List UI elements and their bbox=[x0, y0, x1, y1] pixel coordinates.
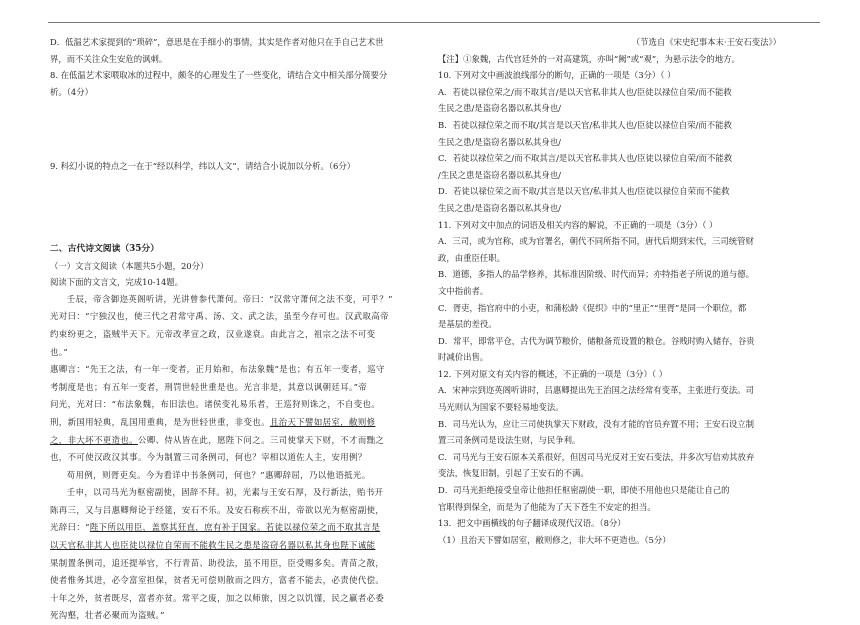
passage-line: 苟用例，则胥吏矣。今为看详中书条例司，何也？”惠卿辞屈，乃以他语抵光。 bbox=[66, 469, 371, 480]
q11-option-a-cont: 政，由重臣任职。 bbox=[438, 252, 505, 263]
left-column bbox=[50, 34, 393, 625]
passage-line: 壬辰，帝含御迩英阁听讲，光讲曾参代萧何。帝曰：“汉常守萧何之法不变，可乎？” bbox=[66, 293, 393, 304]
question-8: 8. 在低温艺术家喂取冰的过程中，颇冬的心理发生了一些变化，请结合文中相关部分简要分析。（4分） bbox=[50, 70, 388, 97]
passage-line: 以天官私非其人也臣徒以禄位自荣而不能救生民之患是盗窃名器以私其身也陛下诚能 bbox=[50, 540, 376, 551]
q11-option-c: C．胥吏，指官府中的小吏，和蒲松龄《促织》中的“里正”“里胥”是同一个职位，都 bbox=[438, 302, 747, 313]
passage-line: 死沟壑，壮者必聚而为盗贼。” bbox=[50, 610, 165, 621]
passage-line bbox=[50, 432, 393, 450]
subsection-title: （一）文言文阅读（本题共5小题，20分） bbox=[50, 260, 209, 271]
q12-option-a-cont: 马光则认为国家不要轻易地变法。 bbox=[438, 402, 564, 413]
q12-option-d-cont: 官职得到保全，而是为了他能为了天下苍生不安定的担当。 bbox=[438, 501, 656, 512]
passage-line: 十年之外，贫者既尽，富者亦贫。常平之废，加之以师旅，因之以饥馑，民之羸者必委 bbox=[50, 592, 385, 603]
footnote-ref: ”是也；有五年一变者，巡守 bbox=[274, 364, 385, 375]
q11-option-b: B．道德，多指人的品学修养，其标准因阶级、时代而异；亦特指老子所说的道与德。 bbox=[438, 269, 755, 280]
q11-option-a: A．三司，或为官称，或为官署名，朝代不同所指不同，唐代后期到宋代，三司统管财 bbox=[438, 236, 754, 247]
source-citation: （节选自《宋史纪事本末·王安石变法》） bbox=[631, 37, 781, 47]
q10-option-b-cont: 生民之患/是盗窃名器以私其身也/ bbox=[438, 136, 561, 147]
passage-line: 约束纷更之，盗贼半天下。元帝改孝宣之政，汉业遂衰。由此言之，祖宗之法不可变也。” bbox=[50, 328, 376, 357]
q12-option-b: B．司马光认为，应让三司使执掌天下财政，没有才能的官员弃置不用；王安石设立制 bbox=[438, 418, 755, 429]
q10-option-a: A．若徒以禄位荣之/而不取其言/是以天官私非其人也/臣徒以禄位自荣/而不能救 bbox=[438, 86, 732, 97]
passage-line: 果制置条例司，追还提举官，不行青苗、助役法，虽不用臣，臣受赐多矣。青苗之散， bbox=[50, 557, 385, 568]
passage-line: 使者惟务其进，必令富室担保，贫者无可偿则散而之四方，富者不能去，必责使代偿。 bbox=[50, 575, 385, 586]
right-column bbox=[438, 34, 781, 548]
q12-option-a: A．宋神宗到迩英阁听讲时，吕惠卿提出先王治国之法经常有变革，主张进行变法。司 bbox=[438, 385, 754, 396]
passage-line: 陈再三，又与吕惠卿辩论于经筵，安石不乐。及安石称疾不出，帝欲以光为枢密副使， bbox=[50, 504, 385, 515]
passage-line bbox=[50, 414, 393, 432]
q10-option-d-cont: 生民之患/是盗窃名器以私其身也/ bbox=[438, 202, 561, 213]
classical-passage-2 bbox=[50, 484, 393, 625]
annotation-text: ①象魏，古代宫廷外的一对高建筑，亦叫“阙”或“观”，为悬示法令的地方。 bbox=[463, 53, 740, 64]
q13-part-1: （1）且治天下譬如居室，敝则修之，非大坏不更造也。（5分） bbox=[438, 534, 671, 545]
q12-option-c-cont: 变法，恢复旧制，引起了王安石的不满。 bbox=[438, 468, 589, 479]
q8-option-d: D．低温艺术家提到的“琐碎”，意思是在手细小的事情，其实是作者对他只在手自己艺术世界，而不关注众生安危的讽刺。 bbox=[50, 37, 384, 64]
underlined-sentence: 且治天下譬如居室，敝则修 bbox=[269, 416, 376, 427]
question-9: 9. 科幻小说的特点之一在于“经以科学，纬以人文”，请结合小说加以分析。（6分） bbox=[50, 161, 356, 172]
passage-line: 问光，光对曰：“布法象魏，布旧法也。诸侯变礼易乐者，王巡狩则诛之，不自变也。 bbox=[50, 399, 381, 410]
section-title: 二、古代诗文阅读（35分） bbox=[50, 243, 160, 254]
top-rule bbox=[48, 22, 820, 23]
q10-option-c: C．若徒以禄位荣之/而不取其言/是以天官私非其人也/臣徒以禄位自荣/而不能救 bbox=[438, 153, 733, 164]
passage-line: 考制度是也；有五年一变者，刑罚世轻世重是也。光言非是，其意以讽朝廷耳。”帝 bbox=[50, 381, 368, 392]
reading-instruction: 阅读下面的文言文，完成10-14题。 bbox=[50, 277, 184, 288]
q10-option-a-cont: 生民之患/是盗窃名器以私其身也/ bbox=[438, 103, 561, 114]
underlined-sentence: 陛下所以用臣，盖察其狂直，庶有补于国家。若徒以禄位荣之而不取其言是 bbox=[89, 522, 381, 533]
passage-line bbox=[50, 519, 393, 537]
passage-text: 惠卿言：“先王之法，有一年一变者，正月始和，布法象魏 bbox=[50, 364, 275, 375]
q11-option-d: D．常平，即常平仓，古代为调节粮价，储粮备荒设置的粮仓。谷贱时购入储存，谷贵 bbox=[438, 335, 755, 346]
q12-option-b-cont: 置三司条例司是设法生财，与民争利。 bbox=[438, 435, 581, 446]
q11-option-d-cont: 时减价出售。 bbox=[438, 352, 489, 363]
question-11: 11. 下列对文中加点的词语及相关内容的解说，不正确的一项是（3分）（ ） bbox=[438, 219, 718, 230]
annotation bbox=[438, 51, 781, 68]
q10-option-c-cont: /生民之患是盗窃名器以私其身也/ bbox=[438, 169, 561, 180]
passage-line bbox=[50, 361, 393, 379]
annotation-label: 【注】 bbox=[438, 53, 464, 64]
passage-text: 刑，新国用轻典，乱国用重典，是为世轻世重，非变也。 bbox=[50, 416, 270, 427]
passage-line: 壬申，以司马光为枢密副使，固辞不拜。初，光素与王安石厚，及行新法，贻书开 bbox=[66, 487, 384, 498]
underlined-sentence: 之，非大坏不更造也。 bbox=[50, 434, 138, 445]
q11-option-c-cont: 是基层的差役。 bbox=[438, 319, 497, 330]
passage-line: 光对曰：“宁独汉也，使三代之君常守禹、汤、文、武之法，虽至今存可也。汉武取高帝 bbox=[50, 311, 389, 322]
question-10: 10. 下列对文中画波浪线部分的断句，正确的一项是（3分）（ ） bbox=[438, 70, 676, 81]
q10-option-d: D．若徒以禄位荣之而不取/其言是以天官/私非其人也/臣徒以禄位自荣而不能救 bbox=[438, 186, 730, 197]
q10-option-b: B．若徒以禄位荣之而不取/其言是以天官/私非其人也/臣徒以禄位自荣/而不能救 bbox=[438, 119, 732, 130]
q11-option-b-cont: 文中指前者。 bbox=[438, 285, 489, 296]
passage-line: 也，不可使汉政汉其事。今为制置三司条例司，何也？宰相以道佐人主，安用例？ bbox=[50, 452, 367, 463]
question-12: 12. 下列对原文有关内容的概述，不正确的一项是（3分）（ ） bbox=[438, 368, 668, 379]
passage-text: 公卿、侍从皆在此，愿陛下问之。三司使掌天下财，不才而黜之 bbox=[137, 434, 385, 445]
q12-option-d: D．司马光拒绝接受皇帝让他担任枢密副使一职，即使不用他也只是能让自己的 bbox=[438, 485, 730, 496]
q12-option-c: C．司马光与王安石原本关系很好，但因司马光反对王安石变法，并多次写信劝其放弃 bbox=[438, 451, 755, 462]
passage-text: 光辞曰：“ bbox=[50, 522, 90, 533]
question-13: 13．把文中画横线的句子翻译成现代汉语。（8分） bbox=[438, 518, 626, 529]
classical-passage-1 bbox=[50, 291, 393, 485]
